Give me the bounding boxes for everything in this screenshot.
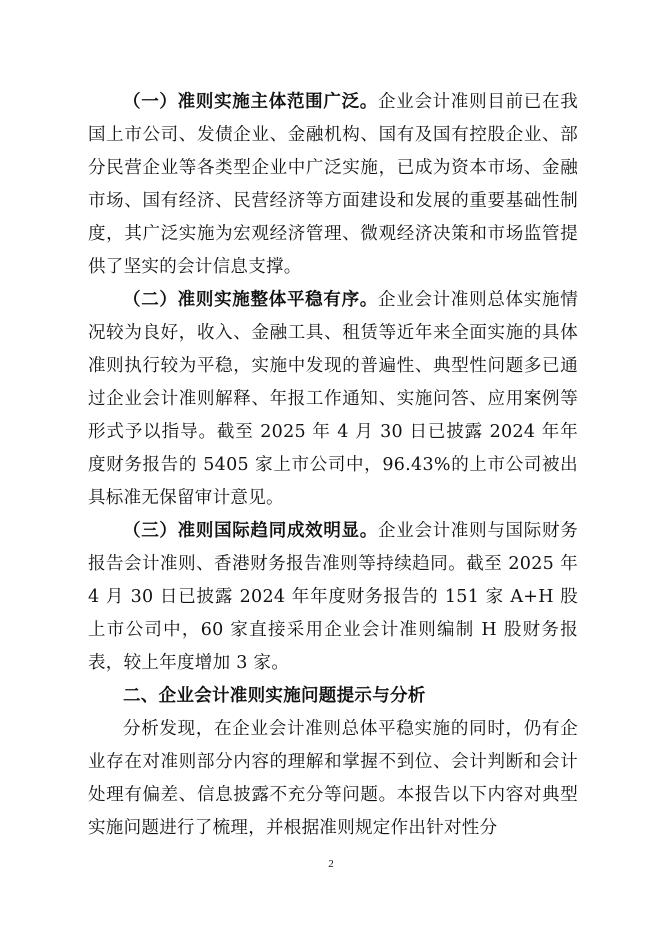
paragraph-scope [88, 86, 578, 284]
paragraph-stability [88, 284, 578, 515]
document-body [88, 86, 578, 845]
page-number: 2 [328, 858, 334, 870]
paragraph-analysis: 分析发现，在企业会计准则总体平稳实施的同时，仍有企业存在对准则部分内容的理解和掌握不到位、会计判断和会计处理有偏差、信息披露不充分等问题。本报告以下内容对典型实施问题进行了梳理，并根据准则规定作出针对性分 [88, 719, 578, 838]
paragraph-convergence [88, 515, 578, 680]
paragraph-lead: （一）准则实施主体范围广泛。 [123, 92, 379, 112]
paragraph-text: 企业会计准则目前已在我国上市公司、发债企业、金融机构、国有及国有控股企业、部分民营企业等各类型企业中广泛实施，已成为资本市场、金融市场、国有经济、民营经济等方面建设和发展的重要基础性制度，其广泛实施为宏观经济管理、微观经济决策和市场监管提供了坚实的会计信息支撑。 [88, 92, 578, 277]
paragraph-text: 企业会计准则总体实施情况较为良好，收入、金融工具、租赁等近年来全面实施的具体准则执行较为平稳，实施中发现的普遍性、典型性问题多已通过企业会计准则解释、年报工作通知、实施问答、应用案例等形式予以指导。截至 2025 年 4 月 30 日已披露 2024 年年度财务报告的 5405 家上市公司中，96.43%的上市公司被出具标准无保留审计意见。 [88, 290, 578, 508]
paragraph-lead: （二）准则实施整体平稳有序。 [123, 290, 379, 310]
paragraph-text: 企业会计准则与国际财务报告会计准则、香港财务报告准则等持续趋同。截至 2025 年 4 月 30 日已披露 2024 年年度财务报告的 151 家 A+H 股上市公司中，60 家直接采用企业会计准则编制 H 股财务报表，较上年度增加 3 家。 [88, 521, 578, 673]
section-heading: 二、企业会计准则实施问题提示与分析 [123, 686, 426, 706]
paragraph-lead: （三）准则国际趋同成效明显。 [123, 521, 379, 541]
